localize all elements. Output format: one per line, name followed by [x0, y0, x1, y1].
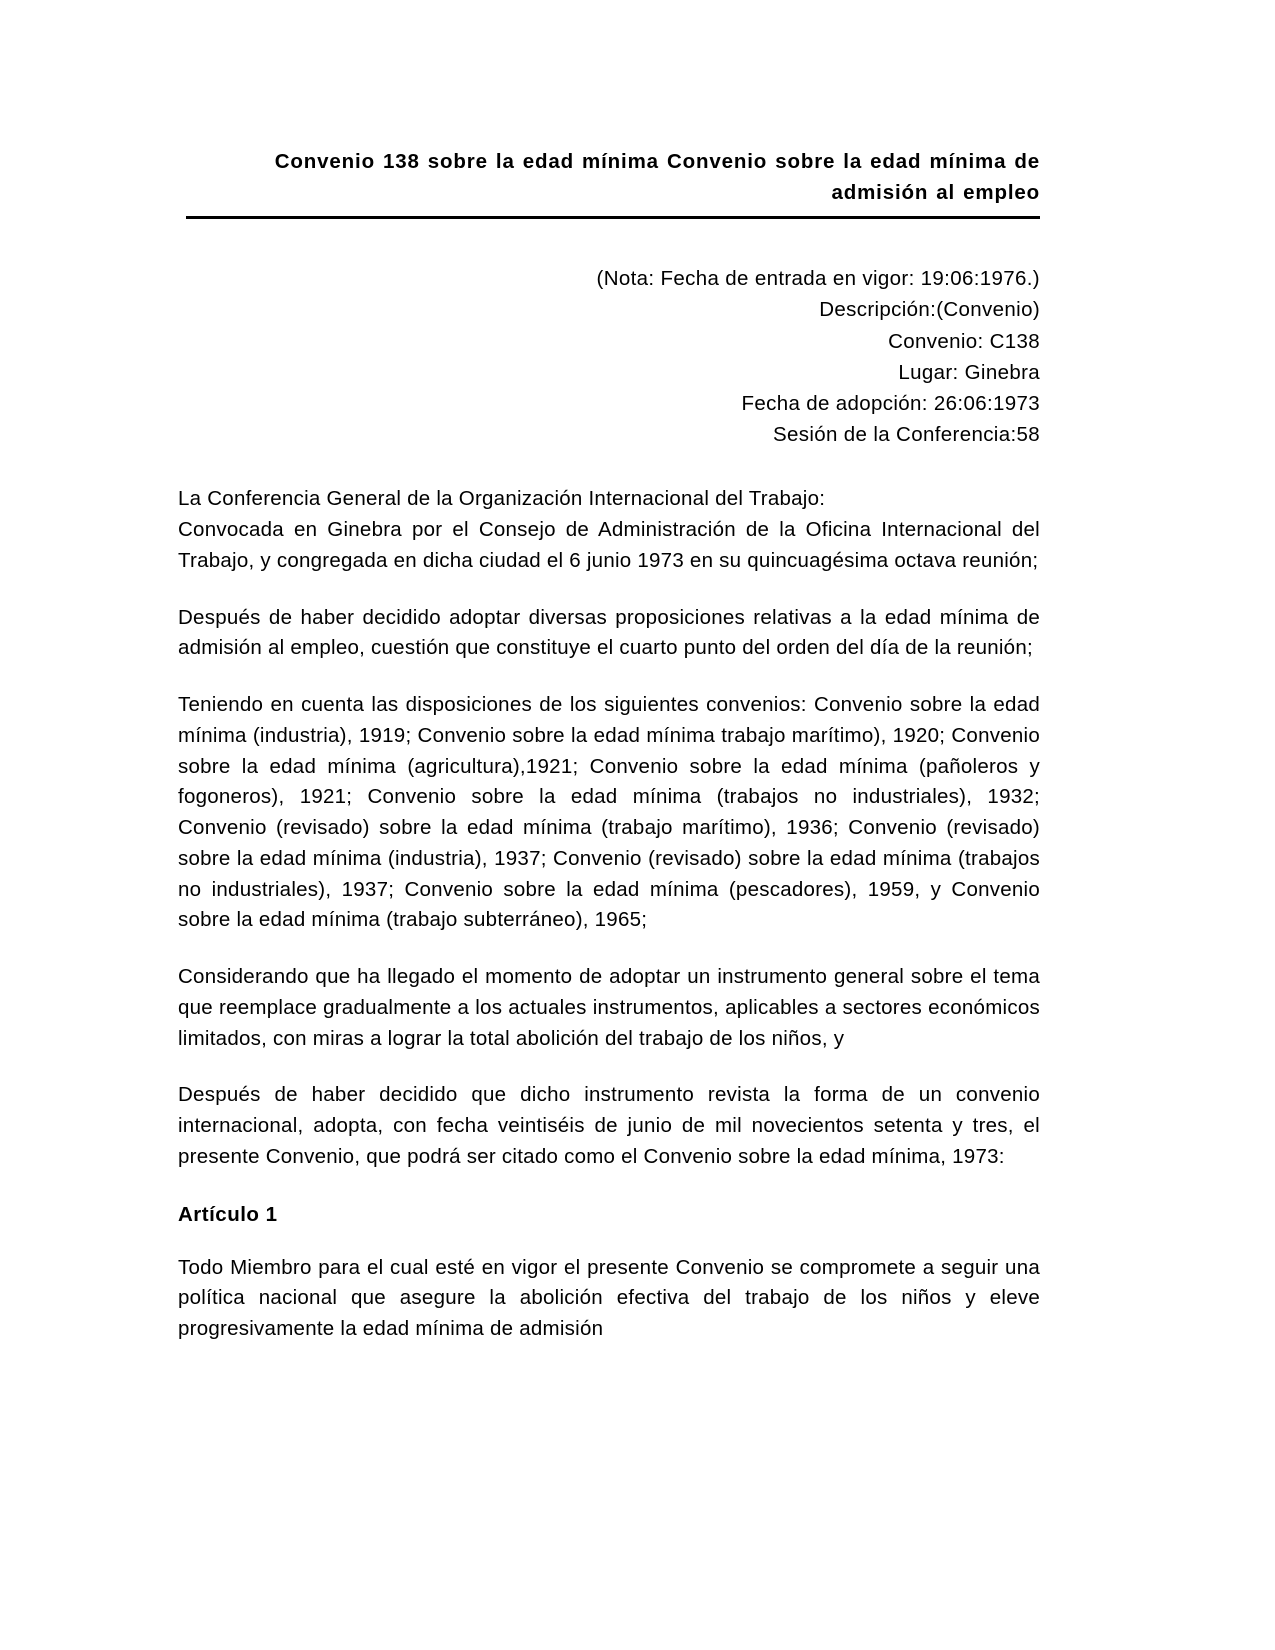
metadata-convention-code: Convenio: C138 [888, 329, 1040, 353]
page-title-line-1: Convenio 138 sobre la edad mínima Convenio sobre la edad mínima [274, 150, 1007, 173]
metadata-description: Descripción:(Convenio) [819, 298, 1040, 322]
document-body [178, 484, 1040, 1345]
page-title [178, 146, 1040, 216]
metadata-conference-session: Sesión de la Conferencia:58 [772, 423, 1040, 447]
document-content [178, 146, 1040, 1371]
paragraph-considerando: Considerando que ha llegado el momento de adoptar un instrumento general sobre el tema que reemplace gradualmente a los actuales instrumentos, aplicables a sectores económicos limitados, con miras a lograr la total abolición del trabajo de los niños, y [178, 965, 1040, 1050]
page-title-line-2: de admisión al empleo [831, 150, 1040, 205]
paragraph-convocada: Convocada en Ginebra por el Consejo de Administración de la Oficina Internacional del Trabajo, y congregada en dicha ciudad el 6 junio 1973 en su quincuagésima octava reunión; [178, 518, 1040, 572]
heading-articulo-1: Artículo 1 [178, 1202, 278, 1226]
metadata-block [178, 263, 1040, 450]
title-divider [186, 216, 1040, 219]
paragraph-conference-general: La Conferencia General de la Organización Internacional del Trabajo: [178, 487, 826, 511]
metadata-adoption-date: Fecha de adopción: 26:06:1973 [741, 391, 1040, 415]
paragraph-despues-decidido-instrumento: Después de haber decidido que dicho instrumento revista la forma de un convenio internacional, adopta, con fecha veintiséis de junio de mil novecientos setenta y tres, el presente Convenio, que podrá ser citado como el Convenio sobre la edad mínima, 1973: [178, 1083, 1040, 1168]
paragraph-articulo-1-text: Todo Miembro para el cual esté en vigor el presente Convenio se compromete a seguir una política nacional que asegure la abolición efectiva del trabajo de los niños y eleve progresivamente la edad mínima de admisión [178, 1255, 1040, 1340]
metadata-entry-in-force-note: (Nota: Fecha de entrada en vigor: 19:06:1976.) [596, 267, 1040, 291]
metadata-place: Lugar: Ginebra [898, 360, 1040, 384]
paragraph-despues-decidido-adoptar: Después de haber decidido adoptar diversas proposiciones relativas a la edad mínima de admisión al empleo, cuestión que constituye el cuarto punto del orden del día de la reunión; [178, 605, 1040, 660]
paragraph-teniendo-en-cuenta: Teniendo en cuenta las disposiciones de los siguientes convenios: Convenio sobre la edad mínima (industria), 1919; Convenio sobre la edad mínima trabajo marítimo), 1920; Convenio sobre la edad mínima (agricultura),1921; Convenio sobre la edad mínima (pañoleros y fogoneros), 1921; Convenio sobre la edad mínima (trabajos no industriales), 1932; Convenio (revisado) sobre la edad mínima (trabajo marítimo), 1936; Convenio (revisado) sobre la edad mínima (industria), 1937; Convenio (revisado) sobre la edad mínima (trabajos no industriales), 1937; Convenio sobre la edad mínima (pescadores), 1959, y Convenio sobre la edad mínima (trabajo subterráneo), 1965; [178, 693, 1040, 932]
